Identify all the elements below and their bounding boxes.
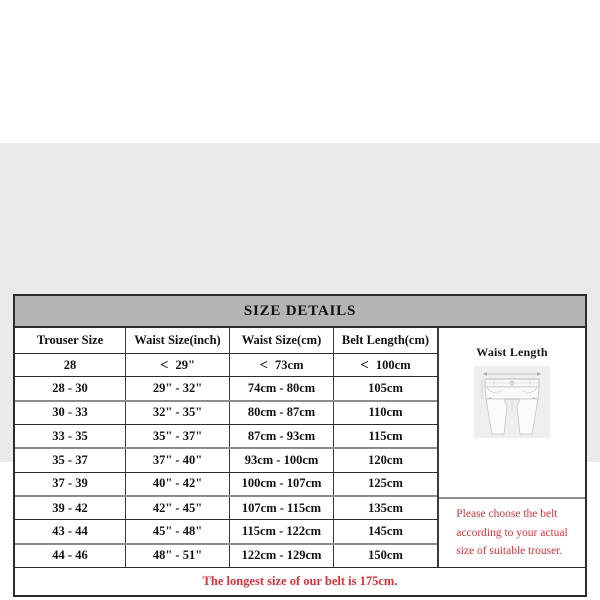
cell-belt-length-value: 100cm <box>375 357 411 372</box>
cell-trouser-size: 33 - 35 <box>52 428 88 443</box>
column-header-belt-length: Belt Length(cm) <box>333 328 437 353</box>
size-details-chart <box>13 294 587 597</box>
cell-waist-inch: 35" - 37" <box>125 425 229 447</box>
waist-length-illustration-cell <box>439 328 585 499</box>
cell-waist-inch: 40" - 42" <box>125 473 229 495</box>
chart-background-panel <box>0 143 600 588</box>
column-header-trouser-size: Trouser Size <box>36 333 104 347</box>
cell-belt-length <box>333 354 437 376</box>
cell-belt-length: 110cm <box>333 402 437 424</box>
table-header-row <box>15 328 437 354</box>
table-row <box>15 425 437 449</box>
advisory-line-3: size of suitable trouser. <box>456 545 563 558</box>
cell-waist-inch: 29" - 32" <box>125 377 229 399</box>
table-row <box>15 449 437 472</box>
footnote-text: The longest size of our belt is 175cm. <box>202 574 398 588</box>
cell-waist-cm: 107cm - 115cm <box>229 497 333 519</box>
cell-waist-cm <box>229 354 333 376</box>
cell-waist-cm: 100cm - 107cm <box>229 473 333 495</box>
cell-waist-inch <box>125 354 229 376</box>
cell-belt-length: 150cm <box>333 545 437 567</box>
cell-trouser-size: 28 - 30 <box>52 380 88 395</box>
cell-waist-inch: 32" - 35" <box>125 402 229 424</box>
cell-belt-length: 105cm <box>333 377 437 399</box>
cell-waist-cm-value: 73cm <box>275 357 304 372</box>
chart-body <box>15 328 585 567</box>
cell-trouser-size: 37 - 39 <box>52 476 88 491</box>
cell-waist-inch-value: 29" <box>175 357 195 372</box>
cell-belt-length: 125cm <box>333 473 437 495</box>
cell-waist-cm: 74cm - 80cm <box>229 377 333 399</box>
table-row <box>15 520 437 544</box>
column-header-waist-cm: Waist Size(cm) <box>229 328 333 353</box>
size-table <box>15 328 439 567</box>
waist-length-label: Waist Length <box>476 345 548 359</box>
cell-waist-cm: 87cm - 93cm <box>229 425 333 447</box>
table-row <box>15 377 437 401</box>
cell-trouser-size: 44 - 46 <box>52 548 88 563</box>
cell-waist-cm: 80cm - 87cm <box>229 402 333 424</box>
cell-waist-cm: 122cm - 129cm <box>229 545 333 567</box>
cell-trouser-size: 43 - 44 <box>52 523 88 538</box>
cell-waist-inch: 48" - 51" <box>125 545 229 567</box>
chart-title-bar <box>15 296 585 328</box>
cell-waist-inch: 42" - 45" <box>125 497 229 519</box>
footnote-row <box>15 567 585 595</box>
table-row <box>15 545 437 567</box>
advisory-line-2: according to your actual <box>456 526 568 539</box>
advisory-line-1: Please choose the belt <box>456 507 558 520</box>
less-than-icon: < <box>360 357 369 374</box>
chart-title: SIZE DETAILS <box>243 302 357 319</box>
table-row <box>15 354 437 377</box>
table-row <box>15 497 437 520</box>
advisory-text <box>456 505 567 562</box>
cell-waist-inch: 45" - 48" <box>125 520 229 542</box>
less-than-icon: < <box>159 357 169 374</box>
table-row <box>15 402 437 425</box>
cell-belt-length: 115cm <box>333 425 437 447</box>
cell-waist-cm: 93cm - 100cm <box>229 449 333 471</box>
cell-trouser-size: 39 - 42 <box>52 500 88 515</box>
cell-trouser-size: 35 - 37 <box>52 452 88 467</box>
table-row <box>15 473 437 497</box>
trousers-measurement-diagram-icon <box>474 366 550 438</box>
cell-belt-length: 145cm <box>333 520 437 542</box>
advisory-cell <box>439 499 585 567</box>
cell-waist-cm: 115cm - 122cm <box>229 520 333 542</box>
less-than-icon: < <box>259 357 269 374</box>
cell-belt-length: 135cm <box>333 497 437 519</box>
cell-trouser-size: 28 <box>63 357 77 372</box>
cell-waist-inch: 37" - 40" <box>125 449 229 471</box>
side-panel <box>439 328 585 567</box>
cell-belt-length: 120cm <box>333 449 437 471</box>
column-header-waist-inch: Waist Size(inch) <box>125 328 229 353</box>
cell-trouser-size: 30 - 33 <box>52 405 88 420</box>
